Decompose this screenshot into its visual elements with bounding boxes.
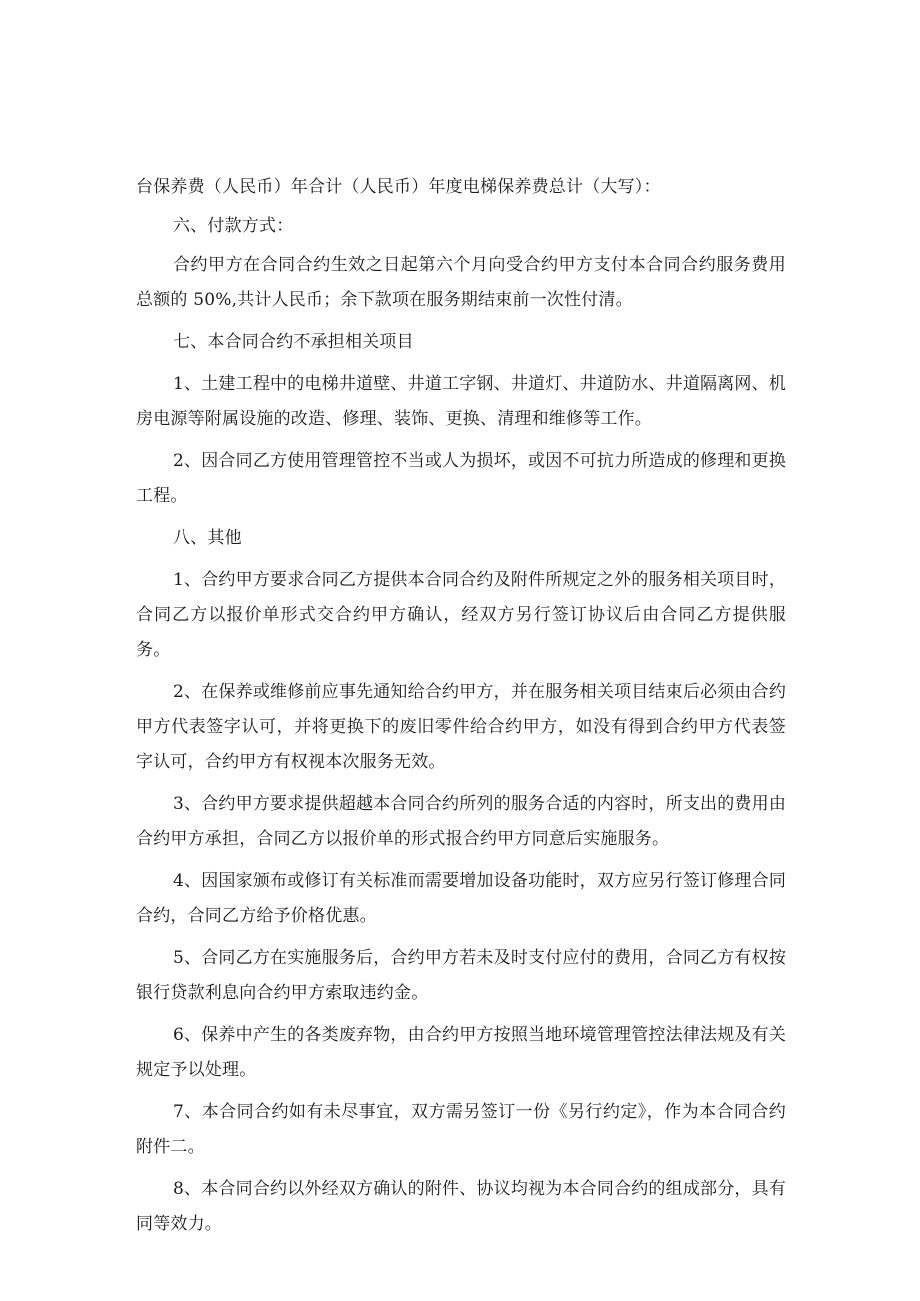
section-6-body: 合约甲方在合同合约生效之日起第六个月向受合约甲方支付本合同合约服务费用总额的 50%,共计人民币；余下款项在服务期结束前一次性付清。 xyxy=(136,255,786,310)
section-8-heading: 八、其他 xyxy=(173,528,242,548)
section-8-item-3: 3、合约甲方要求提供超越本合同合约所列的服务合适的内容时，所支出的费用由合约甲方承担，合同乙方以报价单的形式报合约甲方同意后实施服务。 xyxy=(136,794,787,849)
section-8-item-1: 1、合约甲方要求合同乙方提供本合同合约及附件所规定之外的服务相关项目时，合同乙方以报价单形式交合约甲方确认，经双方另行签订协议后由合同乙方提供服务。 xyxy=(136,570,787,660)
section-8-item-5: 5、合同乙方在实施服务后，合约甲方若未及时支付应付的费用，合同乙方有权按银行贷款利息向合约甲方索取违约金。 xyxy=(136,948,787,1003)
section-8-item-4: 4、因国家颁布或修订有关标准而需要增加设备功能时，双方应另行签订修理合同合约，合同乙方给予价格优惠。 xyxy=(136,871,787,926)
section-7-item-1: 1、土建工程中的电梯井道壁、井道工字钢、井道灯、井道防水、井道隔离网、机房电源等附属设施的改造、修理、装饰、更换、清理和维修等工作。 xyxy=(136,374,787,429)
section-8-item-7: 7、本合同合约如有未尽事宜，双方需另签订一份《另行约定》，作为本合同合约附件二。 xyxy=(136,1102,786,1157)
section-7-item-2: 2、因合同乙方使用管理管控不当或人为损坏，或因不可抗力所造成的修理和更换工程。 xyxy=(136,451,787,506)
section-8-item-8: 8、本合同合约以外经双方确认的附件、协议均视为本合同合约的组成部分，具有同等效力。 xyxy=(136,1179,787,1234)
section-7-heading: 七、本合同合约不承担相关项目 xyxy=(173,332,414,352)
section-8-item-2: 2、在保养或维修前应事先通知给合约甲方，并在服务相关项目结束后必须由合约甲方代表签字认可，并将更换下的废旧零件给合约甲方，如没有得到合约甲方代表签字认可，合约甲方有权视本次服务无效。 xyxy=(136,682,787,772)
section-6-heading: 六、付款方式： xyxy=(173,216,294,236)
fee-total-line: 台保养费（人民币）年合计（人民币）年度电梯保养费总计（大写）： xyxy=(136,177,661,197)
section-8-item-6: 6、保养中产生的各类废弃物，由合约甲方按照当地环境管理管控法律法规及有关规定予以处理。 xyxy=(136,1025,787,1080)
document-body xyxy=(136,170,786,1242)
